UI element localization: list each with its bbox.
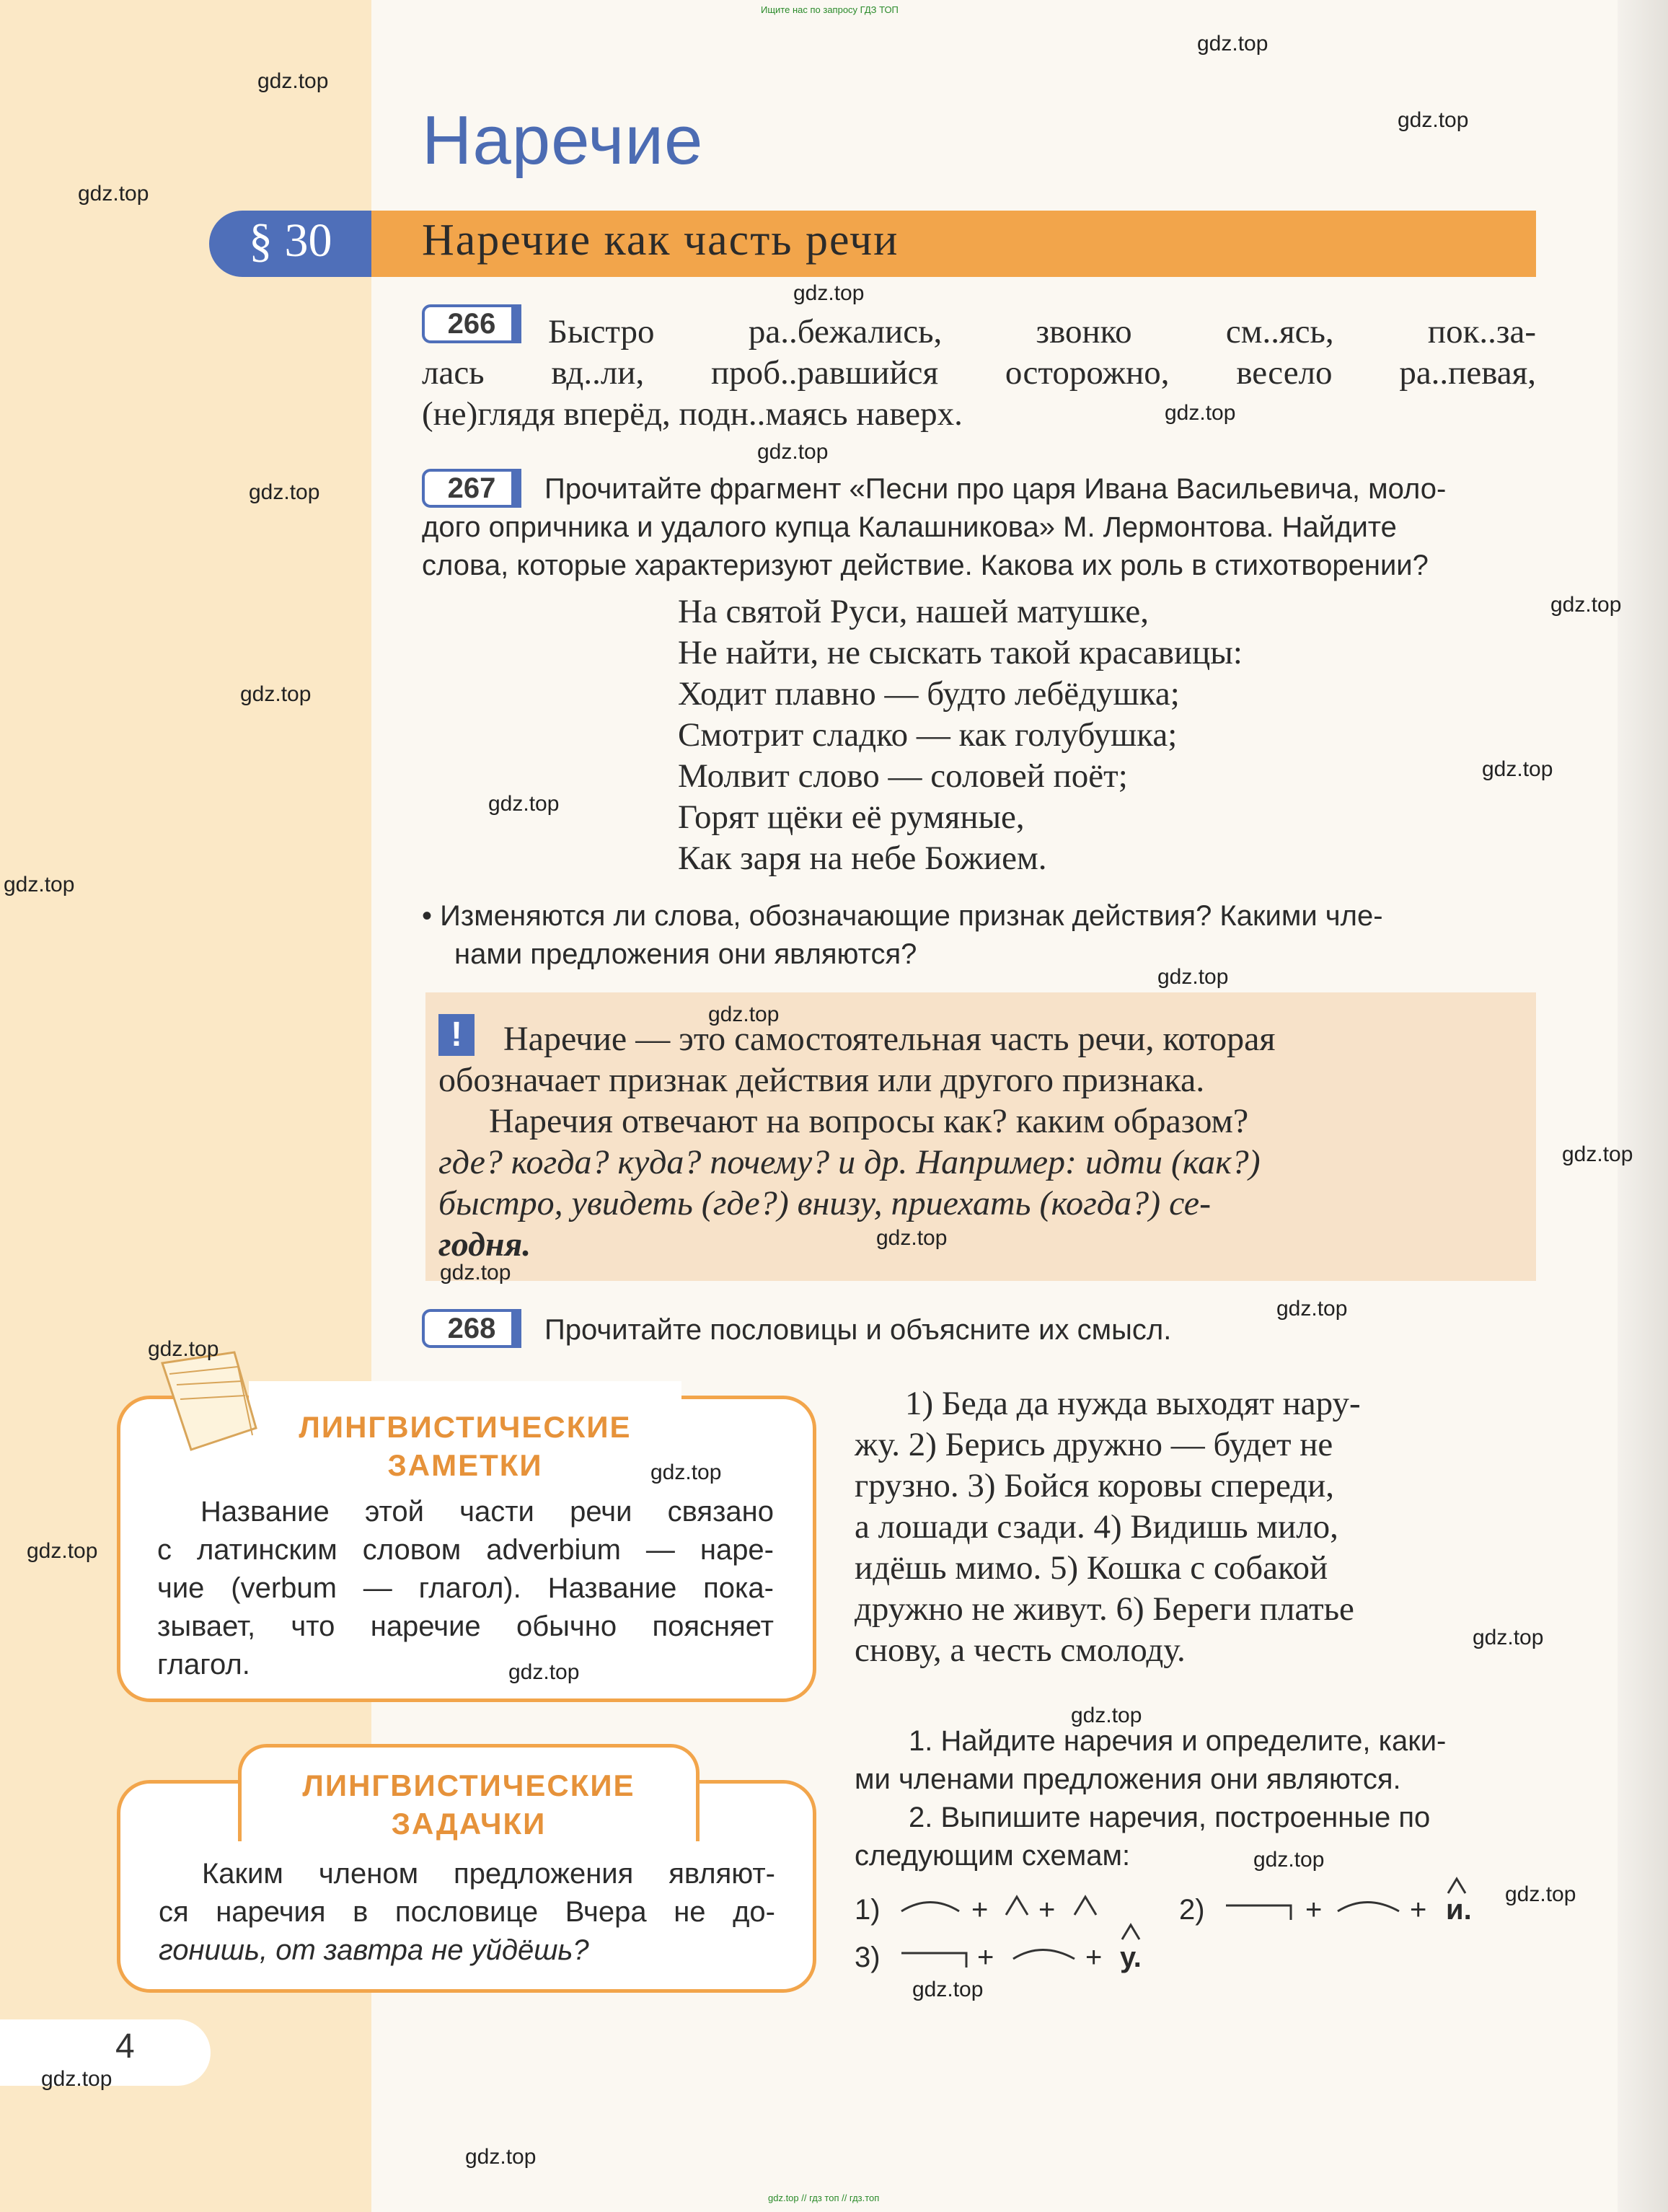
watermark: gdz.top [912,1978,984,2001]
bottom-notice: gdz.top // гдз топ // гдз.топ [768,2193,880,2203]
watermark: gdz.top [4,873,75,896]
notes-line: глагол. [157,1649,250,1680]
tasks-line: гонишь, от завтра не уйдёшь? [159,1934,589,1966]
watermark: gdz.top [757,440,829,464]
watermark: gdz.top [257,69,329,93]
notes-title-line-2: ЗАМЕТКИ [387,1448,543,1482]
poem-line: Не найти, не сыскать такой красавицы: [678,634,1243,671]
proverb-line: идёшь мимо. 5) Кошка с собакой [855,1549,1328,1587]
suffix-letter-u: у. [1120,1942,1142,1973]
watermark: gdz.top [440,1261,511,1285]
watermark: gdz.top [148,1337,219,1361]
task-line: 2. Выпишите наречия, построенные по [909,1802,1431,1833]
watermark: gdz.top [27,1539,98,1563]
poem-line: Смотрит сладко — как голубушка; [678,716,1178,754]
poem-line: Ходит плавно — будто лебёдушка; [678,675,1180,713]
plus-sign: + [1410,1894,1427,1926]
scheme-2-label: 2) [1179,1894,1205,1926]
watermark: gdz.top [249,480,320,504]
suffix-caret-icon [1075,1897,1096,1915]
task-line: ми членами предложения они являются. [855,1763,1401,1795]
paper-sheets-icon [148,1349,263,1457]
watermark: gdz.top [1157,965,1229,989]
notes-line: чие (verbum — глагол). Название пока- [157,1572,774,1604]
watermark: gdz.top [78,182,149,206]
ex267-line-3: слова, которые характеризуют действие. Какова их роль в стихотворении? [422,550,1429,581]
ex266-line-1: Быстро ра..бежались, звонко см..ясь, пок..за- [548,313,1536,351]
watermark: gdz.top [508,1660,580,1684]
ex266-line-2: лась вд..ли, проб..равшийся осторожно, весело ра..певая, [422,354,1536,392]
page-edge-shadow [1618,0,1668,2212]
exercise-266-number: 266 [422,304,521,343]
watermark: gdz.top [1505,1882,1576,1906]
root-arc-icon [1013,1950,1075,1960]
watermark: gdz.top [1253,1848,1325,1872]
exercise-268-number: 268 [422,1309,521,1348]
watermark: gdz.top [465,2145,537,2169]
proverb-line: снову, а честь смолоду. [855,1631,1186,1669]
rule-line-1: Наречие — это самостоятельная часть речи, которая [503,1020,1276,1058]
watermark: gdz.top [1197,32,1268,56]
exclamation-icon: ! [438,1014,475,1056]
notes-line: Название этой части речи связано [200,1496,774,1528]
poem-line: Горят щёки её румяные, [678,798,1025,836]
top-notice: Ищите нас по запросу ГДЗ ТОП [761,4,899,15]
prefix-corner-icon [1226,1905,1291,1920]
paragraph-title: Наречие как часть речи [422,216,899,265]
task-line: 1. Найдите наречия и определите, каки- [909,1725,1447,1757]
root-arc-icon [1338,1903,1399,1912]
ex267-line-2: дого опричника и удалого купца Калашникова» М. Лермонтова. Найдите [422,511,1397,543]
scheme-1-label: 1) [855,1894,881,1926]
suffix-letter-i: и. [1446,1894,1472,1926]
root-arc-icon [901,1903,959,1912]
rule-line-6: годня. [438,1225,531,1264]
poem-line: Как заря на небе Божием. [678,840,1047,877]
exercise-267-number: 267 [422,469,521,508]
proverb-line: грузно. 3) Бойся коровы спереди, [855,1467,1335,1504]
paragraph-number: § 30 [249,214,332,267]
ex267-line-1: Прочитайте фрагмент «Песни про царя Ивана Васильевича, моло- [544,473,1447,505]
watermark: gdz.top [793,281,865,305]
task-line: следующим схемам: [855,1840,1131,1872]
page-number: 4 [115,2027,135,2066]
poem-line: На святой Руси, нашей матушке, [678,593,1149,630]
proverb-line: 1) Беда да нужда выходят нару- [905,1385,1361,1422]
watermark: gdz.top [1473,1626,1544,1649]
question-line-2: нами предложения они являются? [454,938,917,970]
proverb-line: жу. 2) Берись дружно — будет не [855,1426,1333,1463]
plus-sign: + [1305,1894,1323,1926]
tasks-line: Каким членом предложения являют- [202,1858,775,1890]
notes-line: зывает, что наречие обычно поясняет [157,1610,774,1642]
suffix-caret-icon [1006,1897,1028,1915]
watermark: gdz.top [1398,108,1469,132]
question-line-1: • Изменяются ли слова, обозначающие признак действия? Какими чле- [422,900,1383,932]
tasks-title-line-1: ЛИНГВИСТИЧЕСКИЕ [302,1768,635,1802]
scheme-1-icons [898,1882,1143,1926]
watermark: gdz.top [1276,1297,1348,1321]
watermark: gdz.top [1562,1142,1633,1166]
watermark: gdz.top [876,1226,948,1250]
plus-sign: + [1085,1942,1103,1973]
chapter-title: Наречие [422,102,704,179]
watermark: gdz.top [1165,401,1236,425]
ex268-task: Прочитайте пословицы и объясните их смысл. [544,1314,1172,1346]
watermark: gdz.top [1482,757,1553,781]
rule-line-4: где? когда? куда? почему? и др. Например: идти (как?) [438,1143,1261,1181]
watermark: gdz.top [240,682,312,706]
ex266-line-3: (не)глядя вперёд, подн..маясь наверх. [422,395,963,433]
rule-line-5: быстро, увидеть (где?) внизу, приехать (когда?) се- [438,1184,1212,1222]
watermark: gdz.top [708,1003,780,1026]
tasks-title-line-2: ЗАДАЧКИ [391,1807,547,1841]
plus-sign: + [971,1894,989,1926]
watermark: gdz.top [1071,1704,1142,1727]
plus-sign: + [1038,1894,1056,1926]
watermark: gdz.top [41,2067,112,2091]
proverb-line: а лошади сзади. 4) Видишь мило, [855,1508,1338,1546]
notes-title-line-1: ЛИНГВИСТИЧЕСКИЕ [299,1410,632,1444]
watermark: gdz.top [488,792,560,816]
poem-line: Молвит слово — соловей поёт; [678,757,1128,795]
plus-sign: + [977,1942,994,1973]
tasks-line: ся наречия в пословице Вчера не до- [159,1896,775,1928]
rule-line-3: Наречия отвечают на вопросы как? каким образом? [489,1102,1249,1140]
watermark: gdz.top [1550,593,1622,617]
notes-line: с латинским словом adverbium — наре- [157,1534,774,1566]
scheme-1 [855,1891,881,1929]
prefix-corner-icon [901,1953,966,1968]
rule-line-2: обозначает признак действия или другого признака. [438,1061,1205,1099]
watermark: gdz.top [650,1460,722,1484]
scheme-3-label: 3) [855,1942,881,1973]
proverb-line: дружно не живут. 6) Береги платье [855,1590,1354,1628]
